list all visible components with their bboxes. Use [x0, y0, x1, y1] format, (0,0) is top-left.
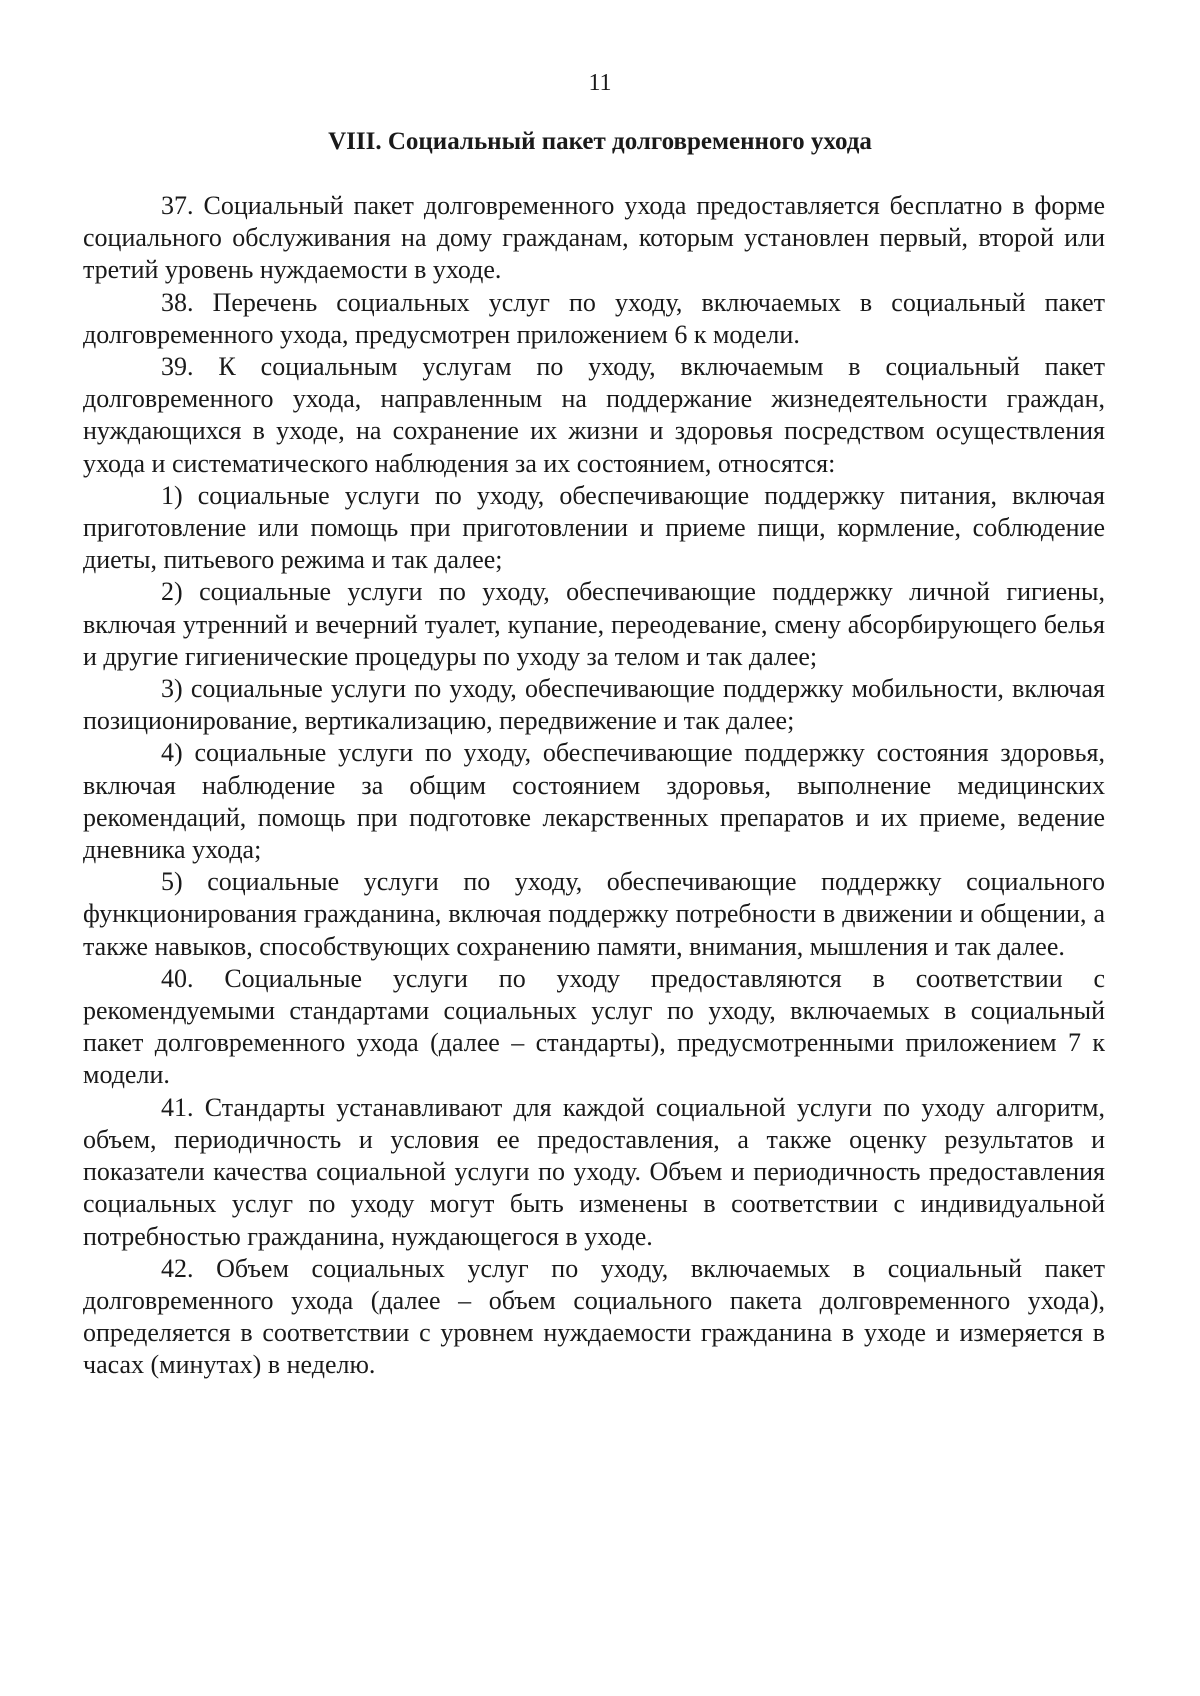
paragraph-42: 42. Объем социальных услуг по уходу, включаемых в социальный пакет долговременного ухода (далее – объем социального пакета долговременного ухода), определяется в соответствии с уровнем нуждаемости гражданина в уходе и измеряется в часах (минутах) в неделю. [83, 1253, 1105, 1380]
list-item-3: 3) социальные услуги по уходу, обеспечивающие поддержку мобильности, включая позиционирование, вертикализацию, передвижение и так далее; [83, 674, 1105, 736]
paragraph-37: 37. Социальный пакет долговременного ухода предоставляется бесплатно в форме социального обслуживания на дому гражданам, которым установлен первый, второй или третий уровень нуждаемости в уходе. [83, 191, 1105, 285]
document-body [83, 190, 1105, 1382]
list-item-5: 5) социальные услуги по уходу, обеспечивающие поддержку социального функционирования гражданина, включая поддержку потребности в движении и общении, а также навыков, способствующих сохранению памяти, внимания, мышления и так далее. [83, 867, 1105, 961]
list-item-2: 2) социальные услуги по уходу, обеспечивающие поддержку личной гигиены, включая утренний и вечерний туалет, купание, переодевание, смену абсорбирующего белья и другие гигиенические процедуры по уходу за телом и так далее; [83, 577, 1105, 671]
list-item-4: 4) социальные услуги по уходу, обеспечивающие поддержку состояния здоровья, включая наблюдение за общим состоянием здоровья, выполнение медицинских рекомендаций, помощь при подготовке лекарственных препаратов и их приеме, ведение дневника ухода; [83, 738, 1105, 865]
paragraph-40: 40. Социальные услуги по уходу предоставляются в соответствии с рекомендуемыми стандартами социальных услуг по уходу, включаемых в социальный пакет долговременного ухода (далее – стандарты), предусмотренными приложением 7 к модели. [83, 963, 1105, 1090]
paragraph-38: 38. Перечень социальных услуг по уходу, включаемых в социальный пакет долговременного ухода, предусмотрен приложением 6 к модели. [83, 287, 1105, 349]
paragraph-41: 41. Стандарты устанавливают для каждой социальной услуги по уходу алгоритм, объем, периодичность и условия ее предоставления, а также оценку результатов и показатели качества социальной услуги по уходу. Объем и периодичность предоставления социальных услуг по уходу могут быть изменены в соответствии с индивидуальной потребностью гражданина, нуждающегося в уходе. [83, 1092, 1105, 1251]
page-number: 11 [588, 70, 612, 96]
section-title: VIII. Социальный пакет долговременного ухода [328, 128, 872, 155]
list-item-1: 1) социальные услуги по уходу, обеспечивающие поддержку питания, включая приготовление или помощь при приготовлении и приеме пищи, кормление, соблюдение диеты, питьевого режима и так далее; [83, 480, 1105, 575]
paragraph-39: 39. К социальным услугам по уходу, включаемым в социальный пакет долговременного ухода, направленным на поддержание жизнедеятельности граждан, нуждающихся в уходе, на сохранение их жизни и здоровья посредством осуществления ухода и систематического наблюдения за их состоянием, относятся: [83, 352, 1105, 478]
